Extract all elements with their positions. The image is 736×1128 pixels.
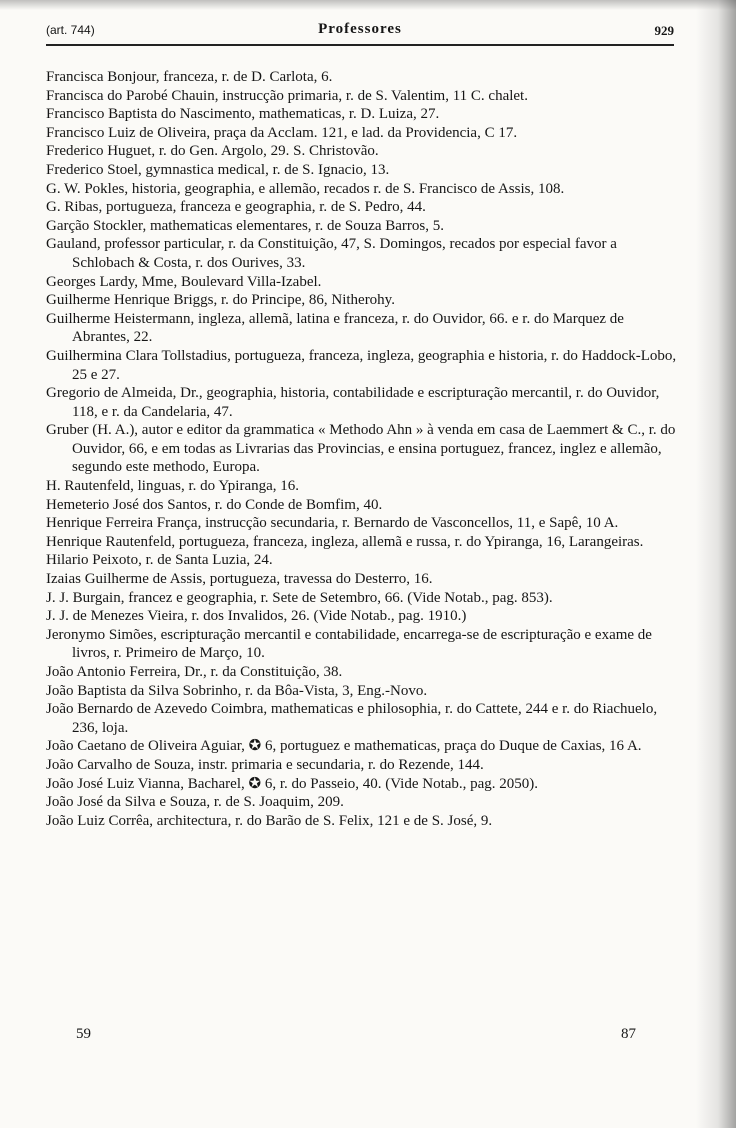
footer-sheet-number: 87: [621, 1026, 636, 1042]
directory-entry: Frederico Stoel, gymnastica medical, r. de S. Ignacio, 13.: [46, 161, 390, 178]
directory-entry: João José Luiz Vianna, Bacharel, ✪ 6, r. do Passeio, 40. (Vide Notab., pag. 2050).: [46, 775, 539, 792]
page-footer: [46, 1026, 666, 1046]
directory-entry: Gregorio de Almeida, Dr., geographia, historia, contabilidade e escripturação mercantil, r. do Ouvidor, 118, e r. da Candelaria, 47.: [46, 385, 660, 420]
directory-entry: G. Ribas, portugueza, franceza e geographia, r. de S. Pedro, 44.: [46, 199, 426, 216]
directory-entry: Gruber (H. A.), autor e editor da grammatica « Methodo Ahn » à venda em casa de Laemmert & C., r. do Ouvidor, 66, e em todas as Livrarias das Provincias, e ensina portuguez, francez, inglez e allemão, segundo este methodo, Europa.: [46, 422, 676, 476]
directory-entry: Frederico Huguet, r. do Gen. Argolo, 29. S. Christovão.: [46, 143, 379, 160]
directory-entry: Jeronymo Simões, escripturação mercantil e contabilidade, encarrega-se de escripturação e exame de livros, r. Primeiro de Março, 10.: [46, 626, 652, 662]
directory-entry: João Carvalho de Souza, instr. primaria e secundaria, r. do Rezende, 144.: [46, 756, 484, 773]
directory-entry: G. W. Pokles, historia, geographia, e allemão, recados r. de S. Francisco de Assis, 108.: [46, 180, 565, 197]
directory-entry: João Bernardo de Azevedo Coimbra, mathematicas e philosophia, r. do Cattete, 244 e r. do Riachuelo, 236, loja.: [46, 701, 658, 736]
directory-entry: Francisco Baptista do Nascimento, mathematicas, r. D. Luiza, 27.: [46, 106, 440, 123]
directory-entry: Francisco Luiz de Oliveira, praça da Acclam. 121, e lad. da Providencia, C 17.: [46, 124, 518, 141]
directory-entry: João Baptista da Silva Sobrinho, r. da Bôa-Vista, 3, Eng.-Novo.: [46, 682, 428, 699]
directory-entry: João Antonio Ferreira, Dr., r. da Constituição, 38.: [46, 664, 343, 680]
directory-entry: Guilhermina Clara Tollstadius, portugueza, franceza, ingleza, geographia e historia, r. do Haddock-Lobo, 25 e 27.: [46, 347, 677, 383]
directory-entry: João Caetano de Oliveira Aguiar, ✪ 6, portuguez e mathematicas, praça do Duque de Caxias, 16 A.: [46, 738, 642, 755]
directory-entry: Georges Lardy, Mme, Boulevard Villa-Izabel.: [46, 273, 322, 290]
directory-entry: Hemeterio José dos Santos, r. do Conde de Bomfim, 40.: [46, 496, 383, 513]
page-edge-shadow: [696, 0, 736, 1128]
directory-entry: Garção Stockler, mathematicas elementares, r. de Souza Barros, 5.: [46, 217, 444, 234]
directory-entry: Izaias Guilherme de Assis, portugueza, travessa do Desterro, 16.: [46, 571, 433, 588]
page-title: Professores: [318, 21, 402, 37]
page-number: 929: [654, 23, 674, 38]
directory-entry: Gauland, professor particular, r. da Constituição, 47, S. Domingos, recados por especial favor a Schlobach & Costa, r. dos Ourives, 33.: [46, 236, 617, 271]
directory-entry: Henrique Ferreira França, instrucção secundaria, r. Bernardo de Vasconcellos, 11, e Sapê, 10 A.: [46, 515, 619, 532]
running-header: [46, 20, 674, 42]
directory-entry: Francisca Bonjour, franceza, r. de D. Carlota, 6.: [46, 69, 333, 85]
directory-entry: Guilherme Henrique Briggs, r. do Principe, 86, Nitherohy.: [46, 292, 395, 309]
directory-entry: J. J. Burgain, francez e geographia, r. Sete de Setembro, 66. (Vide Notab., pag. 853).: [46, 589, 553, 606]
article-reference: (art. 744): [46, 23, 95, 37]
header-rule: [46, 44, 674, 46]
directory-listing: [46, 68, 678, 830]
directory-entry: Hilario Peixoto, r. de Santa Luzia, 24.: [46, 552, 273, 569]
footer-signature-number: 59: [76, 1026, 91, 1042]
directory-entry: Guilherme Heistermann, ingleza, allemã, latina e franceza, r. do Ouvidor, 66. e r. do Marquez de Abrantes, 22.: [46, 310, 624, 346]
page-top-shadow: [0, 0, 736, 10]
directory-entry: H. Rautenfeld, linguas, r. do Ypiranga, 16.: [46, 478, 300, 495]
directory-entry: João Luiz Corrêa, architectura, r. do Barão de S. Felix, 121 e de S. José, 9.: [46, 812, 493, 829]
directory-entry: J. J. de Menezes Vieira, r. dos Invalidos, 26. (Vide Notab., pag. 1910.): [46, 608, 467, 625]
directory-entry: João José da Silva e Souza, r. de S. Joaquim, 209.: [46, 794, 344, 811]
directory-entry: Francisca do Parobé Chauin, instrucção primaria, r. de S. Valentim, 11 C. chalet.: [46, 87, 528, 104]
directory-entry: Henrique Rautenfeld, portugueza, franceza, ingleza, allemã e russa, r. do Ypiranga, 16, Larangeiras.: [46, 533, 644, 550]
